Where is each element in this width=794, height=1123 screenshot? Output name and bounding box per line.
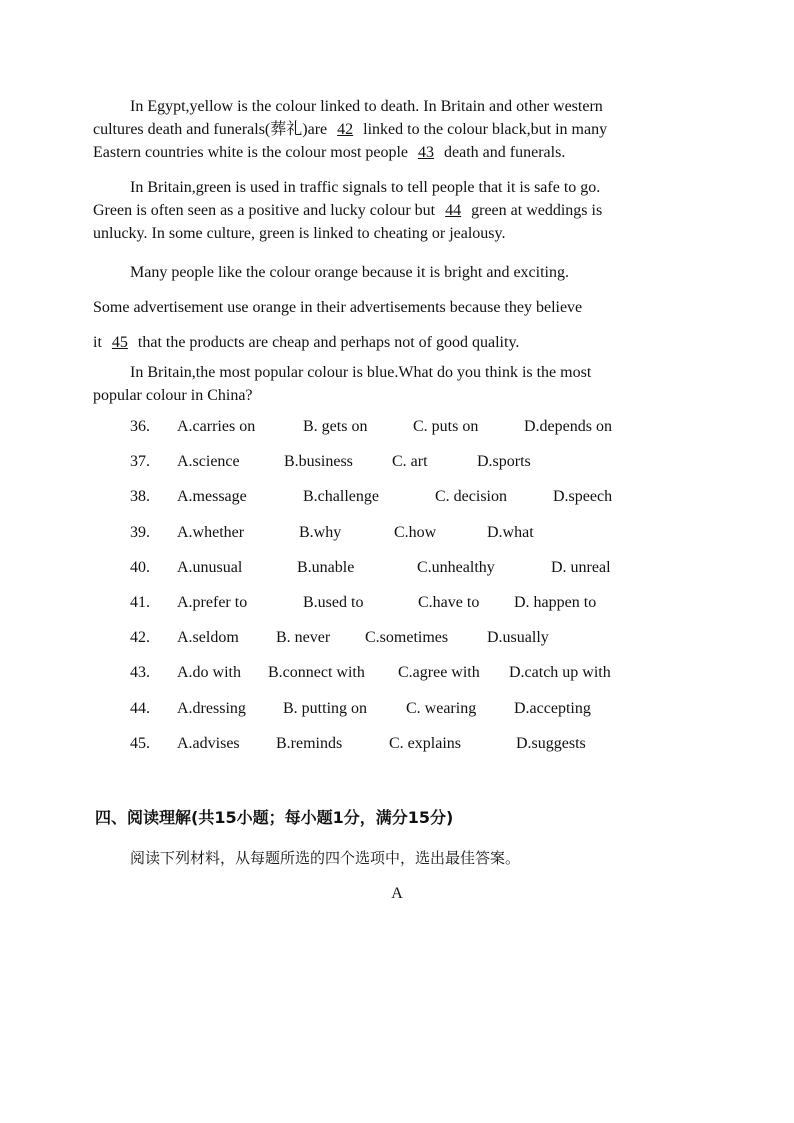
section-heading: 四、阅读理解(共15小题；每小题1分，满分15分): [95, 808, 454, 827]
option-d: D.depends on: [524, 418, 612, 435]
option-b: B.challenge: [303, 488, 379, 506]
option-c: C.sometimes: [365, 629, 449, 647]
option-c: C. decision: [435, 488, 507, 506]
paragraph-line: [93, 199, 705, 222]
text-fragment: linked to the colour black,but in many: [363, 121, 608, 138]
part-label: A: [391, 885, 403, 902]
blank-42: 42: [337, 121, 354, 138]
option-b: B.why: [299, 523, 342, 541]
text-fragment: Eastern countries white is the colour most people: [93, 144, 409, 161]
option-b: B.business: [284, 453, 353, 471]
question-number: 36.: [130, 418, 150, 435]
blank-43: 43: [418, 144, 435, 161]
option-c: C.how: [394, 523, 437, 541]
paragraph-line: Many people like the colour orange because it is bright and exciting.: [130, 264, 569, 281]
text-fragment: that the products are cheap and perhaps not of good quality.: [137, 334, 520, 351]
option-b: B. putting on: [283, 699, 368, 717]
option-b: B.connect with: [268, 664, 365, 682]
option-d: D.what: [487, 523, 534, 541]
paragraph-line: In Egypt,yellow is the colour linked to death. In Britain and other western: [130, 98, 603, 115]
text-fragment: Green is often seen as a positive and lucky colour but: [93, 202, 436, 219]
question-number: 37.: [130, 453, 150, 471]
option-d: D.speech: [553, 488, 613, 506]
option-d: D.usually: [487, 629, 549, 647]
option-d: D.sports: [477, 453, 531, 471]
paragraph-line: In Britain,the most popular colour is blue.What do you think is the most: [130, 364, 592, 381]
option-a: A.whether: [177, 523, 245, 541]
paragraph-line: [93, 118, 705, 141]
section-instruction: 阅读下列材料，从每题所选的四个选项中，选出最佳答案。: [130, 849, 521, 867]
text-fragment: cultures death and funerals(葬礼)are: [93, 121, 328, 138]
option-a: A.seldom: [177, 629, 239, 647]
text-fragment: it: [93, 334, 102, 351]
option-a: A.dressing: [177, 699, 246, 717]
option-c: C. puts on: [413, 418, 479, 435]
option-d: D.catch up with: [509, 664, 611, 682]
blank-44: 44: [445, 202, 462, 219]
option-c: C.agree with: [398, 664, 480, 682]
paragraph-line: unlucky. In some culture, green is linked to cheating or jealousy.: [93, 225, 506, 242]
question-number: 45.: [130, 734, 150, 752]
option-b: B.used to: [303, 593, 364, 611]
text-fragment: green at weddings is: [471, 202, 603, 219]
question-number: 42.: [130, 629, 150, 647]
question-number: 39.: [130, 523, 150, 541]
question-number: 41.: [130, 593, 150, 611]
question-number: 40.: [130, 558, 150, 576]
option-d: D. unreal: [551, 558, 611, 576]
option-b: B.reminds: [276, 734, 343, 752]
option-a: A.unusual: [177, 558, 243, 576]
option-a: A.science: [177, 453, 240, 471]
passage-paragraph-2: [93, 176, 705, 245]
text-fragment: death and funerals.: [444, 144, 566, 161]
paragraph-line: Some advertisement use orange in their advertisements because they believe: [93, 299, 583, 316]
question-number: 44.: [130, 699, 150, 717]
paragraph-line: In Britain,green is used in traffic signals to tell people that it is safe to go.: [130, 179, 601, 196]
paragraph-line: popular colour in China?: [93, 387, 253, 404]
option-b: B.unable: [297, 558, 355, 576]
passage-paragraph-1: [93, 95, 705, 164]
option-a: A.carries on: [177, 418, 256, 435]
blank-45: 45: [111, 334, 128, 351]
question-number: 38.: [130, 488, 150, 506]
option-d: D.suggests: [516, 734, 586, 752]
option-c: C.have to: [418, 593, 480, 611]
paragraph-line: [93, 325, 705, 360]
option-c: C.unhealthy: [417, 558, 495, 576]
option-d: D. happen to: [514, 593, 597, 611]
option-b: B. never: [276, 629, 331, 647]
question-number: 43.: [130, 664, 150, 682]
option-a: A.prefer to: [177, 593, 248, 611]
option-c: C. wearing: [406, 699, 477, 717]
option-a: A.do with: [177, 664, 241, 682]
passage-paragraph-4: [93, 361, 705, 407]
option-c: C. explains: [389, 734, 461, 752]
option-a: A.message: [177, 488, 247, 506]
option-a: A.advises: [177, 734, 240, 752]
option-d: D.accepting: [514, 699, 591, 717]
option-b: B. gets on: [303, 418, 368, 435]
option-c: C. art: [392, 453, 428, 471]
passage-paragraph-3: [93, 255, 705, 360]
paragraph-line: [93, 141, 705, 164]
